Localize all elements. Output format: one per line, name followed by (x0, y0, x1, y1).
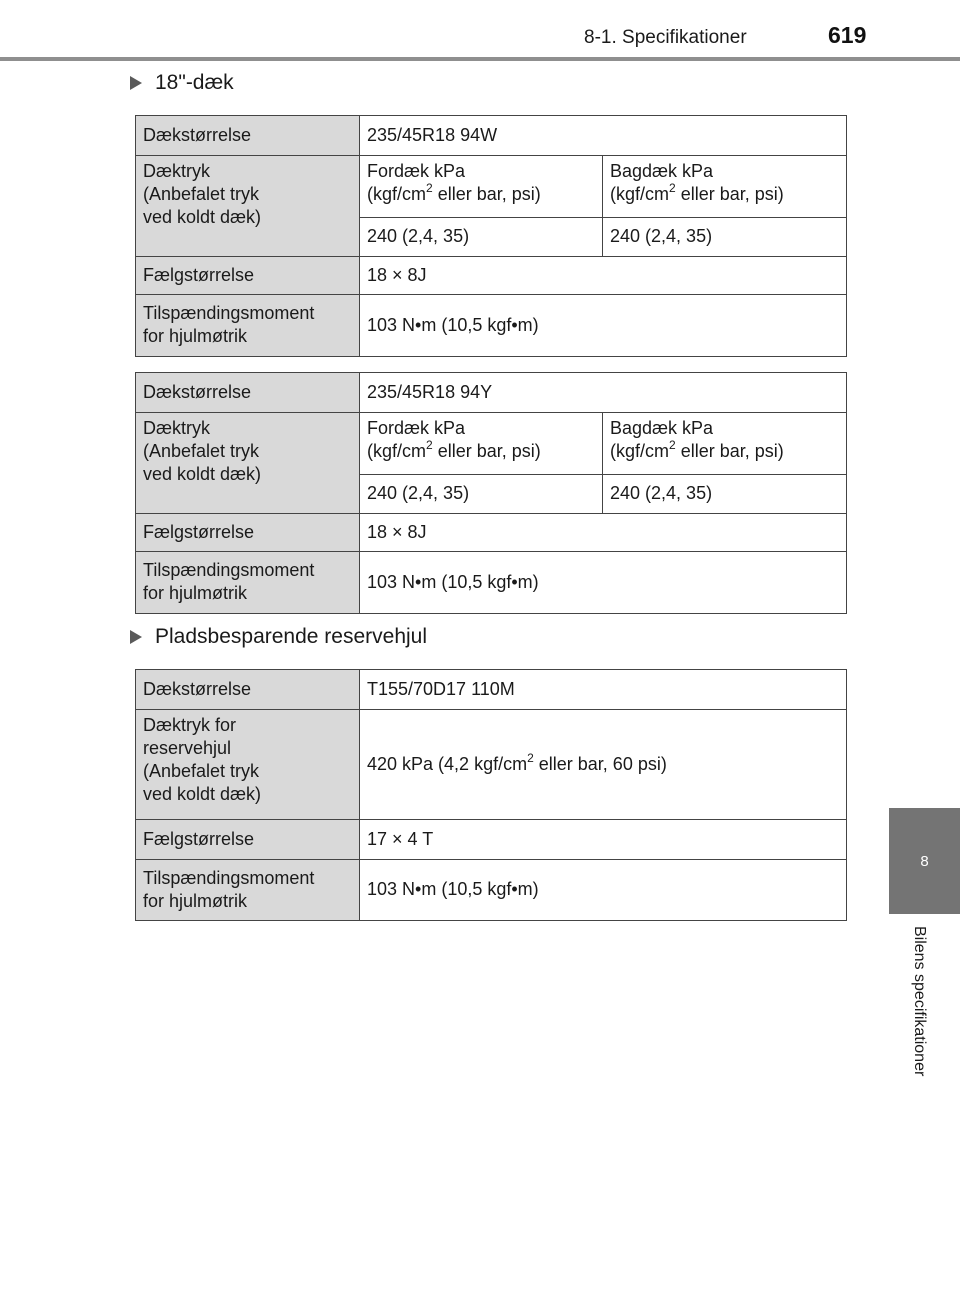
label-line: for hjulmøtrik (143, 583, 248, 603)
section-heading-18-inch (130, 71, 234, 95)
header-unit-pre: (kgf/cm (610, 441, 670, 461)
spec-table-94w (135, 115, 847, 357)
front-pressure-value: 240 (2,4, 35) (360, 218, 603, 257)
tire-pressure-label (136, 413, 360, 514)
section-heading-spare-wheel (130, 625, 427, 649)
rear-pressure-value: 240 (2,4, 35) (603, 218, 847, 257)
triangle-bullet-icon (130, 630, 142, 644)
tire-size-label: Dækstørrelse (136, 373, 360, 413)
rim-size-label: Fælgstørrelse (136, 514, 360, 552)
label-line: for hjulmøtrik (143, 890, 248, 911)
label-line: (Anbefalet tryk (143, 761, 260, 781)
rear-tire-header (603, 413, 847, 475)
label-line: Dæktryk (143, 418, 210, 438)
superscript: 2 (426, 438, 433, 452)
section-heading-text: 18"-dæk (155, 71, 234, 94)
rim-size-label: Fælgstørrelse (136, 820, 360, 860)
torque-label (136, 860, 360, 921)
table-row (136, 860, 847, 921)
superscript: 2 (669, 181, 676, 195)
table-row (136, 257, 847, 295)
rear-pressure-value: 240 (2,4, 35) (603, 475, 847, 514)
header-unit-post: eller bar, psi) (675, 184, 784, 204)
header-divider (0, 57, 960, 61)
header-line: Fordæk kPa (367, 418, 466, 438)
header-unit-pre: (kgf/cm (367, 441, 427, 461)
label-line: Dæktryk for (143, 715, 237, 735)
rim-size-value: 18 × 8J (360, 514, 847, 552)
header-line: Bagdæk kPa (610, 161, 714, 181)
torque-value: 103 N•m (10,5 kgf•m) (360, 552, 847, 614)
tire-size-value: 235/45R18 94W (360, 116, 847, 156)
superscript: 2 (527, 750, 534, 765)
table-row (136, 116, 847, 156)
label-line: Tilspændingsmoment (143, 303, 315, 323)
header-unit-post: eller bar, psi) (432, 184, 541, 204)
tire-size-value: 235/45R18 94Y (360, 373, 847, 413)
rim-size-label: Fælgstørrelse (136, 257, 360, 295)
chapter-side-label (907, 926, 931, 1116)
table-row (136, 820, 847, 860)
table-row (136, 552, 847, 614)
front-tire-header (360, 156, 603, 218)
torque-label (136, 295, 360, 357)
spare-pressure-value (360, 710, 847, 820)
label-line: reservehjul (143, 738, 232, 758)
label-line: for hjulmøtrik (143, 326, 248, 346)
header-line: Fordæk kPa (367, 161, 466, 181)
label-line: Tilspændingsmoment (143, 867, 315, 888)
superscript: 2 (426, 181, 433, 195)
rear-tire-header (603, 156, 847, 218)
table-row (136, 373, 847, 413)
table-row (136, 295, 847, 357)
header-line: Bagdæk kPa (610, 418, 714, 438)
table-row (136, 413, 847, 475)
spec-table-spare (135, 669, 847, 921)
page-number: 619 (828, 22, 867, 48)
label-line: Tilspændingsmoment (143, 560, 315, 580)
tire-size-value: T155/70D17 110M (360, 670, 847, 710)
superscript: 2 (669, 438, 676, 452)
table-row (136, 670, 847, 710)
label-line: (Anbefalet tryk (143, 441, 260, 461)
section-heading-text: Pladsbesparende reservehjul (155, 625, 428, 648)
header-unit-pre: (kgf/cm (610, 184, 670, 204)
torque-value: 103 N•m (10,5 kgf•m) (360, 295, 847, 357)
label-line: ved koldt dæk) (143, 784, 262, 804)
torque-value: 103 N•m (10,5 kgf•m) (360, 860, 847, 921)
front-pressure-value: 240 (2,4, 35) (360, 475, 603, 514)
rim-size-value: 17 × 4 T (360, 820, 847, 860)
tire-size-label: Dækstørrelse (136, 670, 360, 710)
spec-table-94y (135, 372, 847, 614)
chapter-tab: 8 (889, 808, 960, 914)
triangle-bullet-icon (130, 76, 142, 90)
tire-size-label: Dækstørrelse (136, 116, 360, 156)
value-pre: 420 kPa (4,2 kgf/cm (367, 753, 528, 774)
chapter-side-label-text: Bilens specifikationer (911, 926, 928, 1077)
tire-pressure-label (136, 156, 360, 257)
table-row (136, 710, 847, 820)
header-unit-pre: (kgf/cm (367, 184, 427, 204)
value-post: eller bar, 60 psi) (533, 753, 667, 774)
spare-pressure-label (136, 710, 360, 820)
table-row (136, 156, 847, 218)
page-header-title: 8-1. Specifikationer (584, 27, 747, 48)
header-unit-post: eller bar, psi) (432, 441, 541, 461)
torque-label (136, 552, 360, 614)
front-tire-header (360, 413, 603, 475)
label-line: ved koldt dæk) (143, 464, 262, 484)
label-line: (Anbefalet tryk (143, 184, 260, 204)
label-line: Dæktryk (143, 161, 210, 181)
rim-size-value: 18 × 8J (360, 257, 847, 295)
label-line: ved koldt dæk) (143, 207, 262, 227)
table-row (136, 514, 847, 552)
header-unit-post: eller bar, psi) (675, 441, 784, 461)
